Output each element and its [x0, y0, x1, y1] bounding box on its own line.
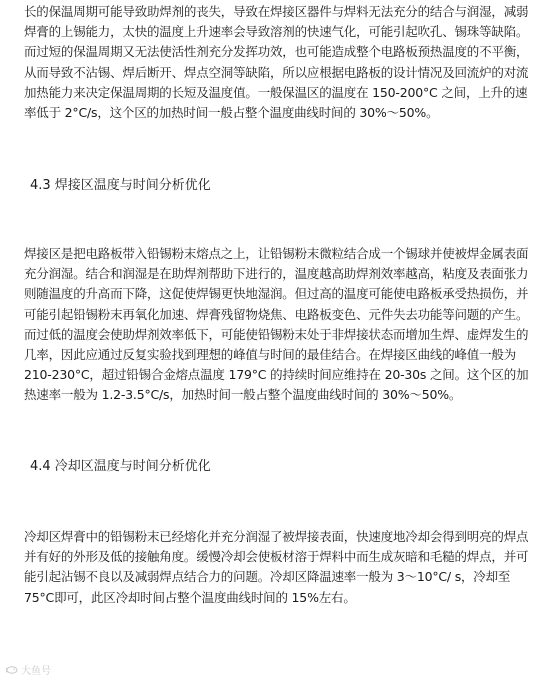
watermark — [6, 662, 51, 677]
paragraph-text: 焊接区是把电路板带入铅锡粉末熔点之上，让铅锡粉末微粒结合成一个锡球并使被焊金属表面充分润湿。结合和润湿是在助焊剂帮助下进行的，温度越高助焊剂效率越高，粘度及表面张力则随温度的升高而下降，这促使焊锡更快地湿润。但过高的温度可能使电路板承受热损伤，并可能引起铅锡粉末再氧化加速、焊膏残留物烧焦、电路板变色、元件失去功能等问题的产生。而过低的温度会使助焊剂效率低下，可能使铅锡粉末处于非焊接状态而增加生焊、虚焊发生的几率，因此应通过反复实验找到理想的峰值与时间的最佳结合。在焊接区曲线的峰值一般为 210-230°C，超过铅锡合金熔点温度 179°C 的持续时间应维持在 20-30s 之间。这个区的加热速率一般为 1.2-3.5°C/s，加热时间一般占整个温度曲线时间的 30%～50%。 — [24, 246, 529, 403]
paragraph-cooling-zone — [24, 527, 534, 608]
fish-logo-icon — [6, 664, 18, 676]
paragraph-text: 冷却区焊膏中的铅锡粉末已经熔化并充分润湿了被焊接表面，快速度地冷却会得到明亮的焊点并有好的外形及低的接触角度。缓慢冷却会使板材溶于焊料中而生成灰暗和毛糙的焊点，并可能引起沾锡不良以及减弱焊点结合力的问题。冷却区降温速率一般为 3～10°C/ s，冷却至 75°C即可，此区冷却时间占整个温度曲线时间的 15%左右。 — [24, 529, 529, 605]
watermark-text: 大鱼号 — [21, 666, 51, 677]
section-heading-4-3: 4.3 焊接区温度与时间分析优化 — [30, 178, 211, 193]
paragraph-reflow-zone — [24, 244, 534, 406]
paragraph-soak-zone — [24, 2, 534, 123]
section-heading-4-4: 4.4 冷却区温度与时间分析优化 — [30, 459, 211, 474]
paragraph-text: 长的保温周期可能导致助焊剂的丧失，导致在焊接区器件与焊料无法充分的结合与润湿，减弱焊膏的上锡能力，太快的温度上升速率会导致溶剂的快速气化，可能引起吹孔、锡珠等缺陷。而过短的保温周期又无法使活性剂充分发挥功效，也可能造成整个电路板预热温度的不平衡，从而导致不沾锡、焊后断开、焊点空洞等缺陷，所以应根据电路板的设计情况及回流炉的对流加热能力来决定保温周期的长短及温度值。一般保温区的温度在 150-200°C 之间，上升的速率低于 2°C/s，这个区的加热时间一般占整个温度曲线时间的 30%～50%。 — [24, 4, 529, 121]
